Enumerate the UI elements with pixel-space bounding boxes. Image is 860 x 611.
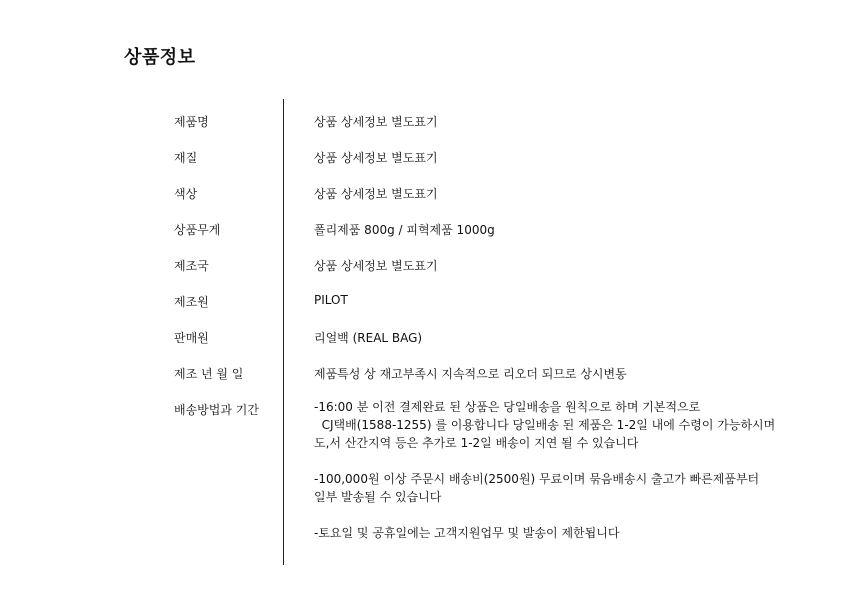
spec-label: 제조원	[174, 295, 209, 309]
spec-value: 상품 상세정보 별도표기	[314, 115, 438, 129]
shipping-line: -100,000원 이상 주문시 배송비(2500원) 무료이며 묶음배송시 출고가 빠른제품부터	[314, 472, 760, 486]
spec-label: 제품명	[174, 115, 209, 129]
spec-label: 판매원	[174, 331, 209, 345]
shipping-line: 일부 발송될 수 있습니다	[314, 490, 442, 504]
spec-label: 재질	[174, 151, 198, 165]
spec-value: 폴리제품 800g / 피혁제품 1000g	[314, 223, 495, 237]
spec-value: PILOT	[314, 293, 348, 307]
shipping-paragraph	[314, 524, 619, 542]
shipping-line: CJ택배(1588-1255) 를 이용합니다 당일배송 된 제품은 1-2일 내에 수령이 가능하시며	[314, 418, 776, 432]
page-title: 상품정보	[124, 47, 196, 68]
spec-value: 상품 상세정보 별도표기	[314, 151, 438, 165]
spec-value: 리얼백 (REAL BAG)	[314, 331, 423, 345]
spec-label: 제조 년 월 일	[174, 367, 244, 381]
spec-label: 배송방법과 기간	[174, 403, 259, 417]
spec-value: 제품특성 상 재고부족시 지속적으로 리오더 되므로 상시변동	[314, 367, 627, 381]
spec-label: 제조국	[174, 259, 209, 273]
column-divider	[283, 99, 284, 565]
spec-label: 상품무게	[174, 223, 221, 237]
shipping-line: -토요일 및 공휴일에는 고객지원업무 및 발송이 제한됩니다	[314, 526, 620, 540]
shipping-paragraph	[314, 398, 775, 452]
spec-value: 상품 상세정보 별도표기	[314, 259, 438, 273]
shipping-paragraph	[314, 470, 759, 506]
shipping-line: 도,서 산간지역 등은 추가로 1-2일 배송이 지연 될 수 있습니다	[314, 436, 639, 450]
shipping-line: -16:00 분 이전 결제완료 된 상품은 당일배송을 원칙으로 하며 기본적으로	[314, 400, 701, 414]
spec-value: 상품 상세정보 별도표기	[314, 187, 438, 201]
spec-label: 색상	[174, 187, 198, 201]
